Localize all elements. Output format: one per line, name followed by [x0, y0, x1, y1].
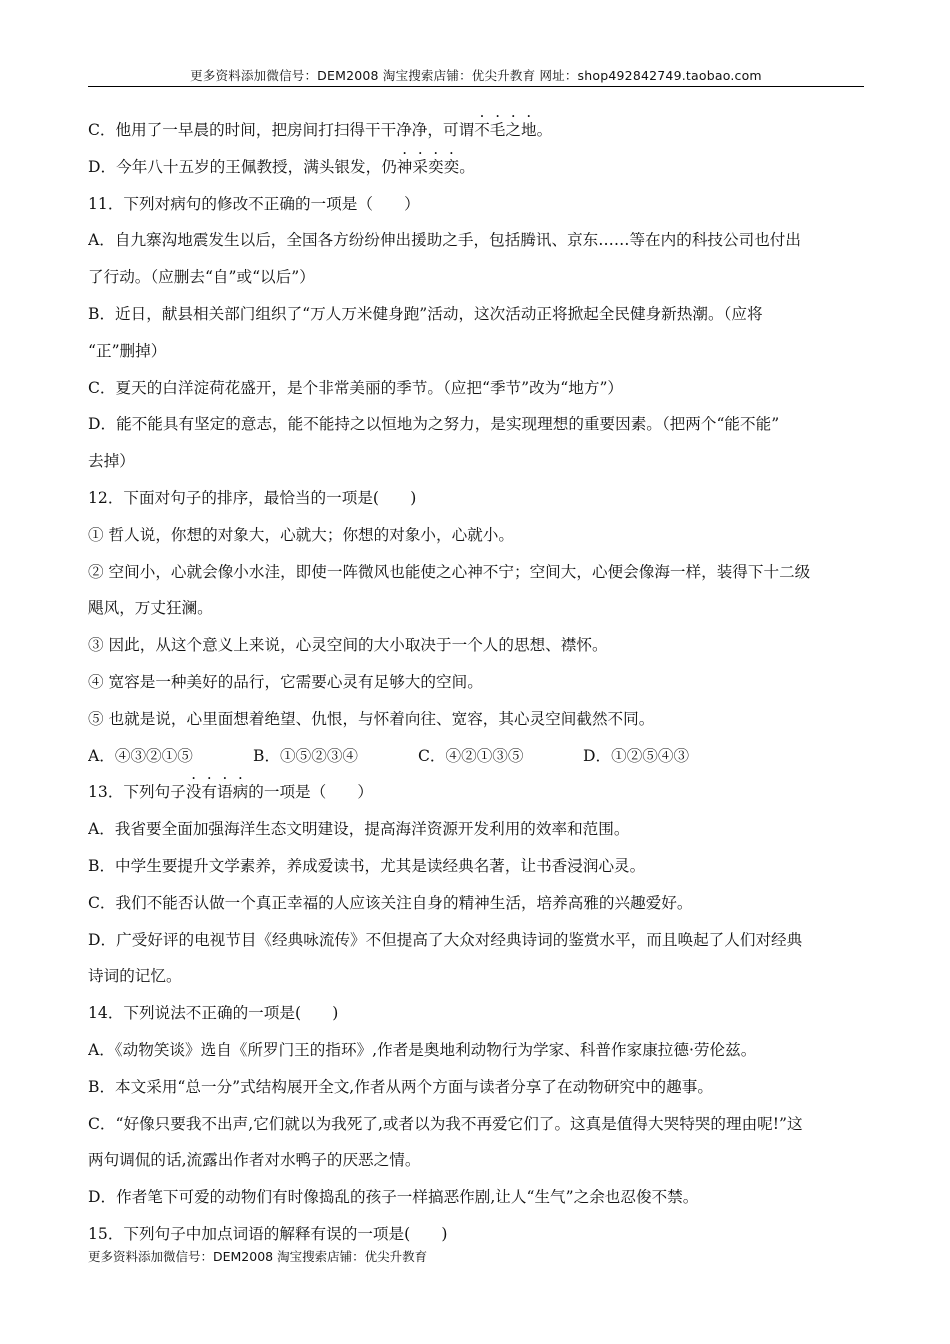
- option-a: A．④③②①⑤: [88, 746, 193, 765]
- option-b: B．①⑤②③④: [253, 746, 359, 765]
- option-line: 去掉）: [88, 452, 135, 471]
- option-line: D．广受好评的电视节目《经典咏流传》不但提高了大众对经典诗词的鉴赏水平，而且唤起了人们对经典: [88, 930, 803, 949]
- emphasized-char: 采: [412, 157, 429, 176]
- option-line: B．近日，献县相关部门组织了“万人万米健身跑”活动，这次活动正将掀起全民健身新热潮。（应将: [88, 304, 763, 323]
- line-text: 。: [536, 121, 553, 139]
- option-line: 诗词的记忆。: [88, 967, 182, 986]
- emphasized-char: 有: [201, 783, 218, 802]
- emphasized-char: 病: [232, 783, 249, 802]
- sentence-line: ③ 因此，从这个意义上来说，心灵空间的大小取决于一个人的思想、襟怀。: [88, 636, 608, 655]
- option-line: A．我省要全面加强海洋生态文明建设，提高海洋资源开发利用的效率和范围。: [88, 820, 630, 839]
- option-line: B．中学生要提升文学素养，养成爱读书，尤其是读经典名著，让书香浸润心灵。: [88, 856, 646, 875]
- sentence-line: ② 空间小，心就会像小水洼，即使一阵微风也能使之心神不宁；空间大，心便会像海一样，装得下十二级: [88, 562, 811, 581]
- option-line: C．夏天的白洋淀荷花盛开，是个非常美丽的季节。（应把“季节”改为“地方”）: [88, 378, 624, 397]
- emphasized-char: 奕: [428, 157, 444, 176]
- option-line: 两句调侃的话,流露出作者对水鸭子的厌恶之情。: [88, 1151, 421, 1170]
- emphasized-char: 语: [217, 783, 233, 802]
- question-stem: 11．下列对病句的修改不正确的一项是（ ）: [88, 194, 420, 213]
- option-line: “正”删掉）: [88, 341, 167, 360]
- line-text: D．今年八十五岁的王佩教授，满头银发，仍: [88, 157, 397, 176]
- emphasized-char: 毛: [489, 121, 506, 139]
- emphasized-char: 地: [521, 121, 537, 139]
- option-line: A．自九寨沟地震发生以后，全国各方纷纷伸出援助之手，包括腾讯、京东……等在内的科技公司也付出: [88, 231, 801, 250]
- option-line: B．本文采用“总一分”式结构展开全文,作者从两个方面与读者分享了在动物研究中的趣事。: [88, 1077, 713, 1096]
- question-stem: 14．下列说法不正确的一项是( ): [88, 1004, 339, 1023]
- option-line: D．能不能具有坚定的意志，能不能持之以恒地为之努力，是实现理想的重要因素。（把两个“能不能”: [88, 415, 780, 434]
- answer-options: [88, 738, 864, 775]
- option-line: [88, 112, 864, 149]
- option-line: C．“好像只要我不出声,它们就以为我死了,或者以为我不再爱它们了。这真是值得大哭特哭的理由呢!”这: [88, 1114, 803, 1133]
- sentence-line: 飓风，万丈狂澜。: [88, 599, 213, 618]
- option-d: D．①②⑤④③: [583, 746, 690, 765]
- question-stem: 15．下列句子中加点词语的解释有误的一项是( ): [88, 1224, 448, 1243]
- sentence-line: ④ 宽容是一种美好的品行，它需要心灵有足够大的空间。: [88, 672, 483, 691]
- option-line: D．作者笔下可爱的动物们有时像捣乱的孩子一样搞恶作剧,让人“生气”之余也忍俊不禁。: [88, 1188, 699, 1207]
- line-text: 13．下列句子: [88, 783, 186, 802]
- page-header: 更多资料添加微信号：DEM2008 淘宝搜索店铺：优尖升教育 网址：shop492842749.taobao.com: [190, 68, 762, 83]
- page-footer: 更多资料添加微信号：DEM2008 淘宝搜索店铺：优尖升教育: [88, 1249, 428, 1264]
- document-body: [88, 112, 864, 1253]
- emphasized-char: 之: [505, 121, 522, 139]
- emphasized-char: 没: [185, 783, 202, 802]
- option-line: 了行动。（应删去“自”或“以后”）: [88, 268, 315, 287]
- emphasized-char: 神: [396, 157, 413, 176]
- sentence-line: ① 哲人说，你想的对象大，心就大；你想的对象小，心就小。: [88, 525, 514, 544]
- option-line: [88, 149, 864, 186]
- emphasized-char: 奕: [443, 157, 460, 176]
- option-c: C．④②①③⑤: [418, 746, 524, 765]
- line-text: C．他用了一早晨的时间，把房间打扫得干干净净，可谓: [88, 121, 475, 139]
- line-text: 的一项是（ ）: [248, 783, 374, 802]
- emphasized-char: 不: [474, 121, 490, 139]
- option-line: A．《动物笑谈》选自《所罗门王的指环》,作者是奥地利动物行为学家、科普作家康拉德·劳伦兹。: [88, 1040, 757, 1059]
- sentence-line: ⑤ 也就是说，心里面想着绝望、仇恨，与怀着向往、宽容，其心灵空间截然不同。: [88, 709, 655, 728]
- question-stem: 12．下面对句子的排序，最恰当的一项是( ): [88, 488, 417, 507]
- option-line: C．我们不能否认做一个真正幸福的人应该关注自身的精神生活，培养高雅的兴趣爱好。: [88, 893, 693, 912]
- header-divider: [88, 86, 864, 87]
- line-text: 。: [459, 157, 475, 176]
- question-stem: [88, 774, 864, 811]
